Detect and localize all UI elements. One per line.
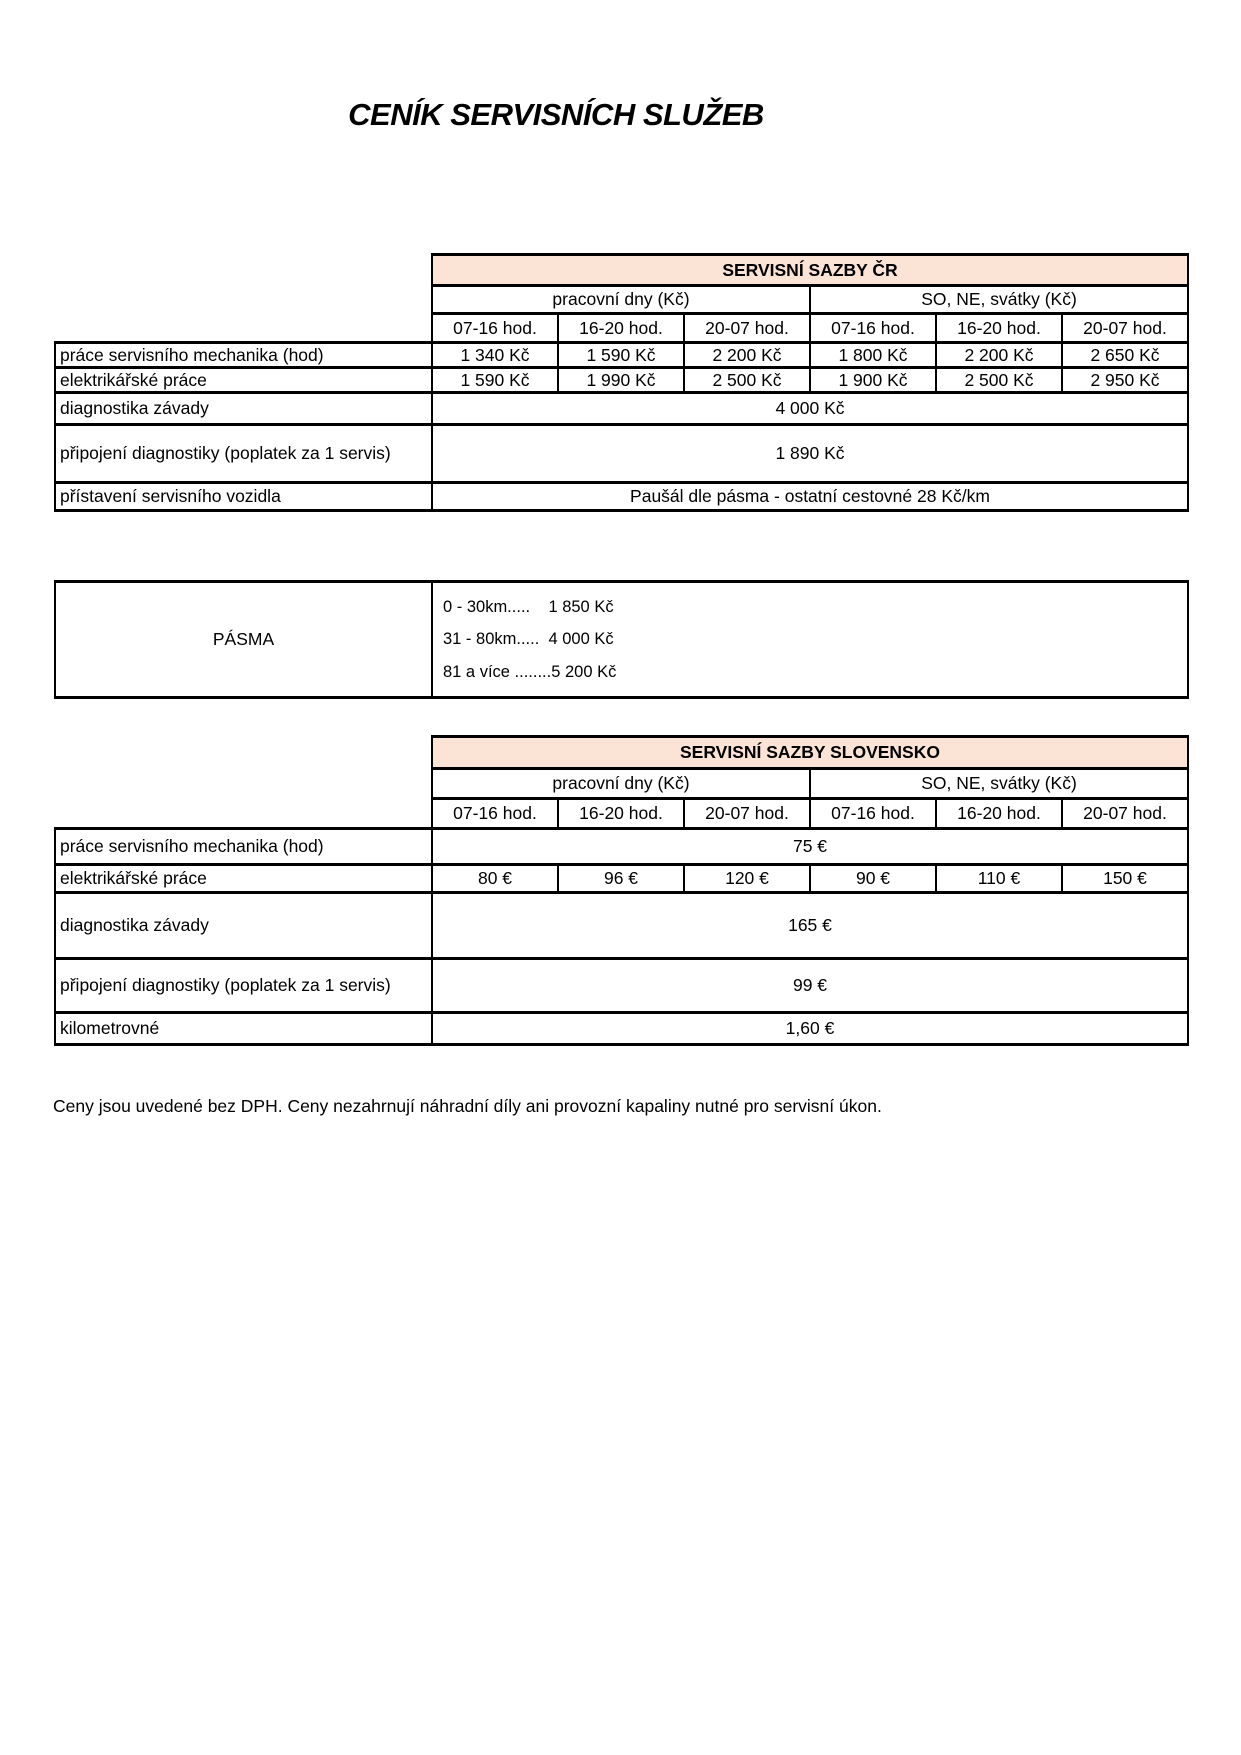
price-cell: 120 € <box>684 865 810 893</box>
sk-hour-header: 20-07 hod. <box>684 799 810 829</box>
price-cell: 2 200 Kč <box>936 343 1062 368</box>
price-cell: 96 € <box>558 865 684 893</box>
price-cell: 90 € <box>810 865 936 893</box>
price-cell: 1 590 Kč <box>432 368 558 393</box>
cr-hour-header: 07-16 hod. <box>810 314 936 343</box>
pasma-line-0-30: 0 - 30km..... 1 850 Kč <box>443 598 614 617</box>
merged-price-cell: 1 890 Kč <box>432 425 1188 483</box>
price-cell: 2 650 Kč <box>1062 343 1188 368</box>
cr-row-label-pristaveni: přístavení servisního vozidla <box>55 483 432 511</box>
price-cell: 150 € <box>1062 865 1188 893</box>
sk-row-label-mechanik: práce servisního mechanika (hod) <box>55 829 432 865</box>
price-cell: 1 900 Kč <box>810 368 936 393</box>
merged-price-cell: 75 € <box>432 829 1188 865</box>
sk-hour-header: 07-16 hod. <box>432 799 558 829</box>
sk-row-label-pripojeni: připojení diagnostiky (poplatek za 1 servis) <box>55 959 432 1013</box>
spacer-cell <box>55 799 432 829</box>
page-title: CENÍK SERVISNÍCH SLUŽEB <box>348 97 764 132</box>
cr-row-label-pripojeni: připojení diagnostiky (poplatek za 1 servis) <box>55 425 432 483</box>
price-cell: 2 200 Kč <box>684 343 810 368</box>
pasma-line-31-80: 31 - 80km..... 4 000 Kč <box>443 630 614 649</box>
cr-row-label-mechanik: práce servisního mechanika (hod) <box>55 343 432 368</box>
sk-group-header-workdays: pracovní dny (Kč) <box>432 769 810 799</box>
sk-hour-header: 16-20 hod. <box>558 799 684 829</box>
spacer-cell <box>55 737 432 769</box>
sk-hour-header: 20-07 hod. <box>1062 799 1188 829</box>
table-pasma <box>54 580 1189 699</box>
merged-price-cell: 165 € <box>432 893 1188 959</box>
sk-hour-header: 07-16 hod. <box>810 799 936 829</box>
sk-row-label-diagnostika: diagnostika závady <box>55 893 432 959</box>
merged-price-cell: 1,60 € <box>432 1013 1188 1045</box>
merged-price-cell: Paušál dle pásma - ostatní cestovné 28 Kč/km <box>432 483 1188 511</box>
cr-hour-header: 16-20 hod. <box>558 314 684 343</box>
footer-note: Ceny jsou uvedené bez DPH. Ceny nezahrnují náhradní díly ani provozní kapaliny nutné pro servisní úkon. <box>53 1096 882 1116</box>
price-cell: 2 950 Kč <box>1062 368 1188 393</box>
pasma-label: PÁSMA <box>55 582 432 698</box>
cr-hour-header: 20-07 hod. <box>1062 314 1188 343</box>
table-servisni-sazby-slovensko <box>54 735 1189 1046</box>
cr-hour-header: 07-16 hod. <box>432 314 558 343</box>
sk-row-label-elektrikar: elektrikářské práce <box>55 865 432 893</box>
price-cell: 110 € <box>936 865 1062 893</box>
price-cell: 2 500 Kč <box>684 368 810 393</box>
price-cell: 1 800 Kč <box>810 343 936 368</box>
sk-hour-header: 16-20 hod. <box>936 799 1062 829</box>
pasma-line-81-plus: 81 a více ........5 200 Kč <box>443 662 617 681</box>
cr-group-header-workdays: pracovní dny (Kč) <box>432 286 810 314</box>
price-cell: 2 500 Kč <box>936 368 1062 393</box>
cr-hour-header: 20-07 hod. <box>684 314 810 343</box>
spacer-cell <box>55 255 432 286</box>
price-cell: 1 990 Kč <box>558 368 684 393</box>
cr-table-title: SERVISNÍ SAZBY ČR <box>432 255 1188 286</box>
price-cell: 1 590 Kč <box>558 343 684 368</box>
sk-table-title: SERVISNÍ SAZBY SLOVENSKO <box>432 737 1188 769</box>
price-cell: 1 340 Kč <box>432 343 558 368</box>
spacer-cell <box>55 769 432 799</box>
sk-group-header-weekend: SO, NE, svátky (Kč) <box>810 769 1188 799</box>
spacer-cell <box>55 286 432 314</box>
cr-group-header-weekend: SO, NE, svátky (Kč) <box>810 286 1188 314</box>
price-cell: 80 € <box>432 865 558 893</box>
merged-price-cell: 4 000 Kč <box>432 393 1188 425</box>
cr-row-label-diagnostika: diagnostika závady <box>55 393 432 425</box>
pasma-content <box>432 582 1188 698</box>
cr-row-label-elektrikar: elektrikářské práce <box>55 368 432 393</box>
spacer-cell <box>55 314 432 343</box>
table-servisni-sazby-cr <box>54 253 1189 512</box>
cr-hour-header: 16-20 hod. <box>936 314 1062 343</box>
sk-row-label-kilometrovne: kilometrovné <box>55 1013 432 1045</box>
merged-price-cell: 99 € <box>432 959 1188 1013</box>
